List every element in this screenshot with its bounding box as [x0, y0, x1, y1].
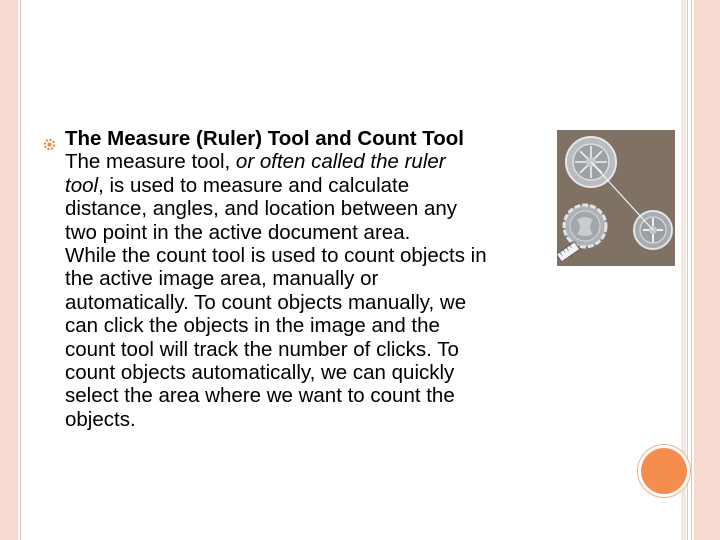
orange-circle-decoration: [641, 448, 687, 494]
left-border-decoration: [0, 0, 18, 540]
text-line: automatically. To count objects manually, we: [65, 290, 467, 314]
text-line: the active image area, manually or: [65, 267, 379, 291]
coin-icon: [564, 205, 606, 247]
text-line: objects.: [65, 407, 136, 431]
text-line: can click the objects in the image and the: [65, 314, 440, 338]
text-line: tool, is used to measure and calculate: [65, 173, 410, 197]
heading: The Measure (Ruler) Tool and Count Tool: [65, 127, 464, 150]
body-text: [65, 127, 585, 431]
gear-bullet-icon: [43, 138, 56, 151]
coins-measured-with-ruler-image: [557, 130, 675, 266]
right-border-line: [691, 0, 692, 540]
right-border-decoration: [694, 0, 720, 540]
text-line: While the count tool is used to count objects in: [65, 244, 487, 268]
text-line: The measure tool, or often called the ruler: [65, 150, 446, 174]
text-line: count objects automatically, we can quickly: [65, 361, 455, 385]
right-border-line: [687, 0, 688, 540]
text-line: count tool will track the number of clicks. To: [65, 337, 459, 361]
left-border-line: [20, 0, 21, 540]
text-line: distance, angles, and location between any: [65, 197, 458, 221]
text-line: select the area where we want to count the: [65, 384, 455, 408]
text-line: two point in the active document area.: [65, 220, 411, 244]
